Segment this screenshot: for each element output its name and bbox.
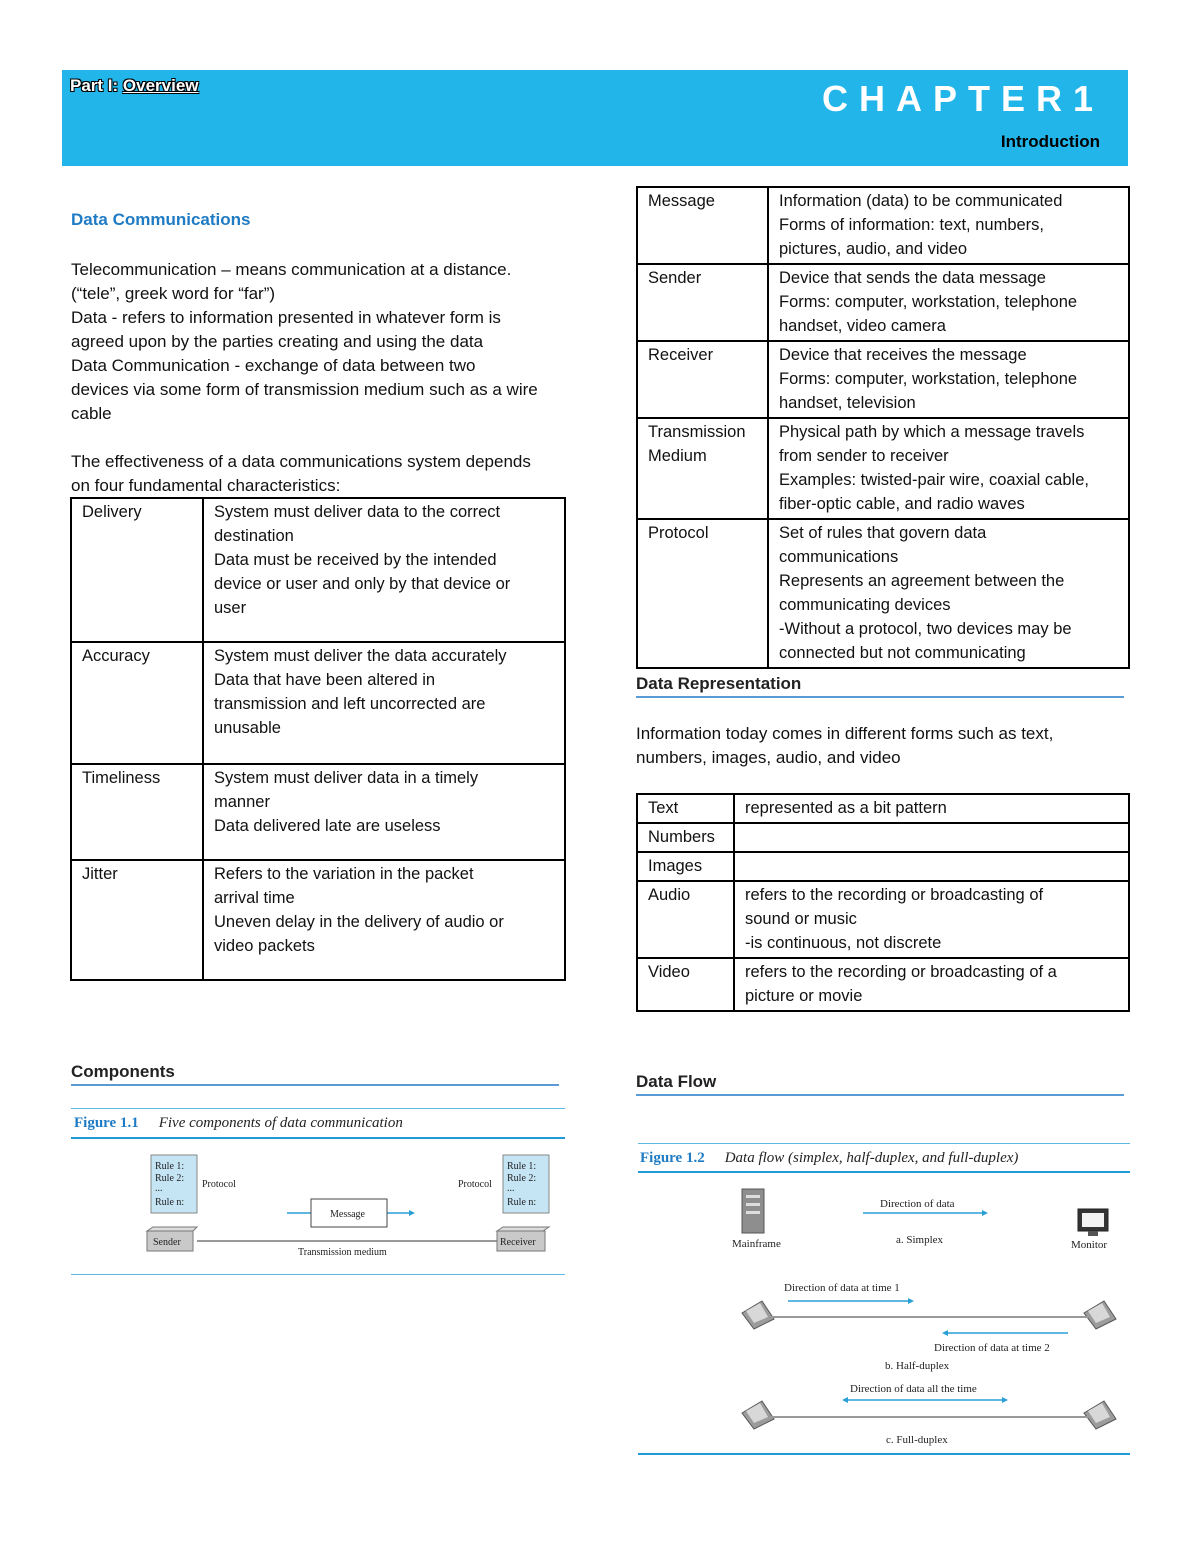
- table-row: [637, 958, 1129, 1011]
- representation-section: [636, 674, 1124, 770]
- figure-1-1-caption: Five components of data communication: [158, 1115, 403, 1131]
- term-cell: [71, 642, 203, 764]
- description-line: video packets: [214, 937, 315, 955]
- term-label: Delivery: [82, 503, 142, 521]
- term-label: Accuracy: [82, 647, 150, 665]
- characteristics-table: [70, 497, 566, 981]
- table-row: [71, 764, 565, 860]
- representation-line: numbers, images, audio, and video: [636, 748, 901, 767]
- description-cell: [734, 881, 1129, 958]
- term-line: Sender: [648, 269, 702, 287]
- receiver-protocol-label: Protocol: [458, 1179, 492, 1190]
- description-cell: [734, 852, 1129, 881]
- receiver-label: Receiver: [500, 1237, 536, 1248]
- data-communications-heading: Data Communications: [71, 210, 251, 229]
- laptop-left-icon-1: [742, 1301, 774, 1329]
- term-cell: [637, 264, 768, 341]
- description-cell: [203, 764, 565, 860]
- description-line: Set of rules that govern data: [779, 524, 987, 542]
- chapter-banner: [62, 70, 1128, 166]
- description-line: Forms of information: text, numbers,: [779, 216, 1045, 234]
- sender-protocol-label: Protocol: [202, 1179, 236, 1190]
- figure-1-1-title: [71, 1109, 565, 1137]
- description-line: Uneven delay in the delivery of audio or: [214, 913, 504, 931]
- sender-rule-2: Rule 2:: [155, 1173, 185, 1184]
- part-title: Overview: [122, 76, 199, 95]
- term-line: Transmission: [648, 423, 746, 441]
- description-line: Forms: computer, workstation, telephone: [779, 293, 1078, 311]
- term-label: Jitter: [82, 865, 118, 883]
- half-duplex-time1-label: Direction of data at time 1: [784, 1282, 900, 1294]
- components-table: [636, 186, 1130, 669]
- paragraph-line: (“tele”, greek word for “far”): [71, 284, 276, 303]
- description-cell: [734, 958, 1129, 1011]
- term-line: Receiver: [648, 346, 714, 364]
- term-cell: [71, 764, 203, 860]
- figure-bottom-rule: [71, 1274, 565, 1275]
- term-cell: [637, 823, 734, 852]
- receiver-rule-1: Rule 1:: [507, 1161, 537, 1172]
- description-line: represented as a bit pattern: [745, 799, 947, 817]
- description-line: arrival time: [214, 889, 295, 907]
- time1-arrow-head: [908, 1298, 914, 1304]
- description-line: System must deliver the data accurately: [214, 647, 507, 665]
- mainframe-label: Mainframe: [732, 1238, 781, 1250]
- figure-1-1-number: Figure 1.1: [74, 1115, 139, 1131]
- full-duplex-arrow-right: [1002, 1397, 1008, 1403]
- term-cell: [637, 881, 734, 958]
- figure-1-2-caption: Data flow (simplex, half-duplex, and full-duplex): [724, 1150, 1019, 1166]
- term-line: Medium: [648, 447, 707, 465]
- figure-1-2-number: Figure 1.2: [640, 1150, 705, 1166]
- description-cell: [768, 418, 1129, 519]
- description-line: Data must be received by the intended: [214, 551, 497, 569]
- description-line: Physical path by which a message travels: [779, 423, 1085, 441]
- receiver-rule-dots: ...: [507, 1183, 515, 1194]
- representation-text: [636, 722, 1124, 770]
- table-row: [71, 860, 565, 980]
- part-label: [70, 76, 199, 96]
- sender-block-top: [147, 1227, 197, 1231]
- sender-label: Sender: [153, 1237, 181, 1248]
- description-cell: [734, 823, 1129, 852]
- description-cell: [768, 519, 1129, 668]
- data-flow-diagram: [638, 1173, 1130, 1448]
- representation-table: [636, 793, 1130, 1012]
- description-line: Device that sends the data message: [779, 269, 1046, 287]
- term-cell: [637, 418, 768, 519]
- description-line: Data that have been altered in: [214, 671, 436, 689]
- description-line: -Without a protocol, two devices may be: [779, 620, 1072, 638]
- description-line: from sender to receiver: [779, 447, 949, 465]
- term-cell: [637, 519, 768, 668]
- table-row: [637, 264, 1129, 341]
- effectiveness-text: [71, 450, 566, 498]
- table-row: [637, 794, 1129, 823]
- sender-rule-n: Rule n:: [155, 1197, 185, 1208]
- paragraph-line: Data - refers to information presented in whatever form is: [71, 308, 501, 327]
- table-row: [637, 187, 1129, 264]
- laptop-right-icon-1: [1084, 1301, 1116, 1329]
- table-row: [637, 418, 1129, 519]
- components-diagram: [71, 1139, 565, 1269]
- term-line: Protocol: [648, 524, 709, 542]
- components-section: [71, 1062, 559, 1086]
- components-heading: Components: [71, 1062, 559, 1086]
- description-line: Information (data) to be communicated: [779, 192, 1063, 210]
- description-cell: [203, 498, 565, 642]
- effectiveness-line: on four fundamental characteristics:: [71, 476, 341, 495]
- term-label: Video: [648, 963, 690, 981]
- description-cell: [768, 264, 1129, 341]
- term-label: Images: [648, 857, 703, 875]
- chapter-title: CHAPTER1: [821, 78, 1104, 119]
- data-flow-section: [636, 1072, 1124, 1096]
- description-line: refers to the recording or broadcasting of a: [745, 963, 1057, 981]
- description-cell: [203, 860, 565, 980]
- description-line: communications: [779, 548, 899, 566]
- paragraph-line: devices via some form of transmission medium such as a wire: [71, 380, 538, 399]
- receiver-rule-2: Rule 2:: [507, 1173, 537, 1184]
- description-line: connected but not communicating: [779, 644, 1026, 662]
- description-cell: [734, 794, 1129, 823]
- figure-bottom-rule: [638, 1453, 1130, 1455]
- paragraph-line: agreed upon by the parties creating and using the data: [71, 332, 484, 351]
- description-line: handset, video camera: [779, 317, 946, 335]
- data-representation-heading: Data Representation: [636, 674, 1124, 698]
- table-row: [637, 823, 1129, 852]
- description-line: -is continuous, not discrete: [745, 934, 942, 952]
- description-cell: [768, 341, 1129, 418]
- term-label: Text: [648, 799, 679, 817]
- term-label: Audio: [648, 886, 691, 904]
- description-line: pictures, audio, and video: [779, 240, 968, 258]
- paragraph-line: Data Communication - exchange of data between two: [71, 356, 476, 375]
- description-line: Device that receives the message: [779, 346, 1027, 364]
- full-duplex-label: c. Full-duplex: [886, 1434, 948, 1446]
- paragraph-line: cable: [71, 404, 112, 423]
- description-line: manner: [214, 793, 270, 811]
- time2-arrow-head: [942, 1330, 948, 1336]
- laptop-right-icon-2: [1084, 1401, 1116, 1429]
- intro-paragraphs: [71, 258, 566, 426]
- table-row: [637, 852, 1129, 881]
- term-cell: [637, 958, 734, 1011]
- table-row: [71, 642, 565, 764]
- full-duplex-direction-label: Direction of data all the time: [850, 1383, 977, 1395]
- description-cell: [203, 642, 565, 764]
- description-line: System must deliver data in a timely: [214, 769, 479, 787]
- description-line: Refers to the variation in the packet: [214, 865, 474, 883]
- description-line: destination: [214, 527, 294, 545]
- description-line: picture or movie: [745, 987, 863, 1005]
- table-row: [637, 341, 1129, 418]
- half-duplex-time2-label: Direction of data at time 2: [934, 1342, 1050, 1354]
- description-line: System must deliver data to the correct: [214, 503, 501, 521]
- description-line: communicating devices: [779, 596, 951, 614]
- effectiveness-line: The effectiveness of a data communications system depends: [71, 452, 531, 471]
- half-duplex-label: b. Half-duplex: [885, 1360, 950, 1372]
- description-line: Represents an agreement between the: [779, 572, 1065, 590]
- description-line: refers to the recording or broadcasting of: [745, 886, 1044, 904]
- term-cell: [637, 794, 734, 823]
- simplex-direction-label: Direction of data: [880, 1198, 955, 1210]
- description-line: Examples: twisted-pair wire, coaxial cable,: [779, 471, 1089, 489]
- figure-1-2: [638, 1143, 1130, 1455]
- simplex-arrow-head: [982, 1210, 988, 1216]
- monitor-icon: [1078, 1209, 1108, 1236]
- message-arrow-head: [409, 1210, 415, 1216]
- description-line: Forms: computer, workstation, telephone: [779, 370, 1078, 388]
- description-line: sound or music: [745, 910, 857, 928]
- term-cell: [637, 187, 768, 264]
- description-line: fiber-optic cable, and radio waves: [779, 495, 1025, 513]
- table-row: [71, 498, 565, 642]
- full-duplex-arrow-left: [842, 1397, 848, 1403]
- description-line: device or user and only by that device or: [214, 575, 511, 593]
- description-line: Data delivered late are useless: [214, 817, 441, 835]
- description-line: handset, television: [779, 394, 916, 412]
- term-cell: [637, 341, 768, 418]
- paragraph-line: Telecommunication – means communication at a distance.: [71, 260, 512, 279]
- term-cell: [71, 860, 203, 980]
- sender-rule-dots: ...: [155, 1183, 163, 1194]
- term-cell: [637, 852, 734, 881]
- term-label: Numbers: [648, 828, 715, 846]
- description-line: unusable: [214, 719, 281, 737]
- sender-rule-1: Rule 1:: [155, 1161, 185, 1172]
- description-line: transmission and left uncorrected are: [214, 695, 486, 713]
- medium-label: Transmission medium: [298, 1247, 387, 1258]
- mainframe-icon: [742, 1189, 764, 1233]
- message-label: Message: [330, 1209, 365, 1220]
- description-line: user: [214, 599, 247, 617]
- figure-1-2-title: [638, 1144, 1130, 1171]
- part-number: Part I:: [70, 76, 119, 95]
- left-column: [71, 208, 566, 498]
- chapter-subtitle: Introduction: [1000, 132, 1100, 151]
- receiver-rule-n: Rule n:: [507, 1197, 537, 1208]
- figure-1-1: [71, 1108, 565, 1275]
- term-line: Message: [648, 192, 715, 210]
- representation-line: Information today comes in different forms such as text,: [636, 724, 1054, 743]
- simplex-label: a. Simplex: [896, 1234, 944, 1246]
- table-row: [637, 881, 1129, 958]
- receiver-block-top: [497, 1227, 549, 1231]
- monitor-label: Monitor: [1071, 1239, 1108, 1251]
- table-row: [637, 519, 1129, 668]
- description-cell: [768, 187, 1129, 264]
- data-flow-heading: Data Flow: [636, 1072, 1124, 1096]
- term-cell: [71, 498, 203, 642]
- term-label: Timeliness: [82, 769, 161, 787]
- laptop-left-icon-2: [742, 1401, 774, 1429]
